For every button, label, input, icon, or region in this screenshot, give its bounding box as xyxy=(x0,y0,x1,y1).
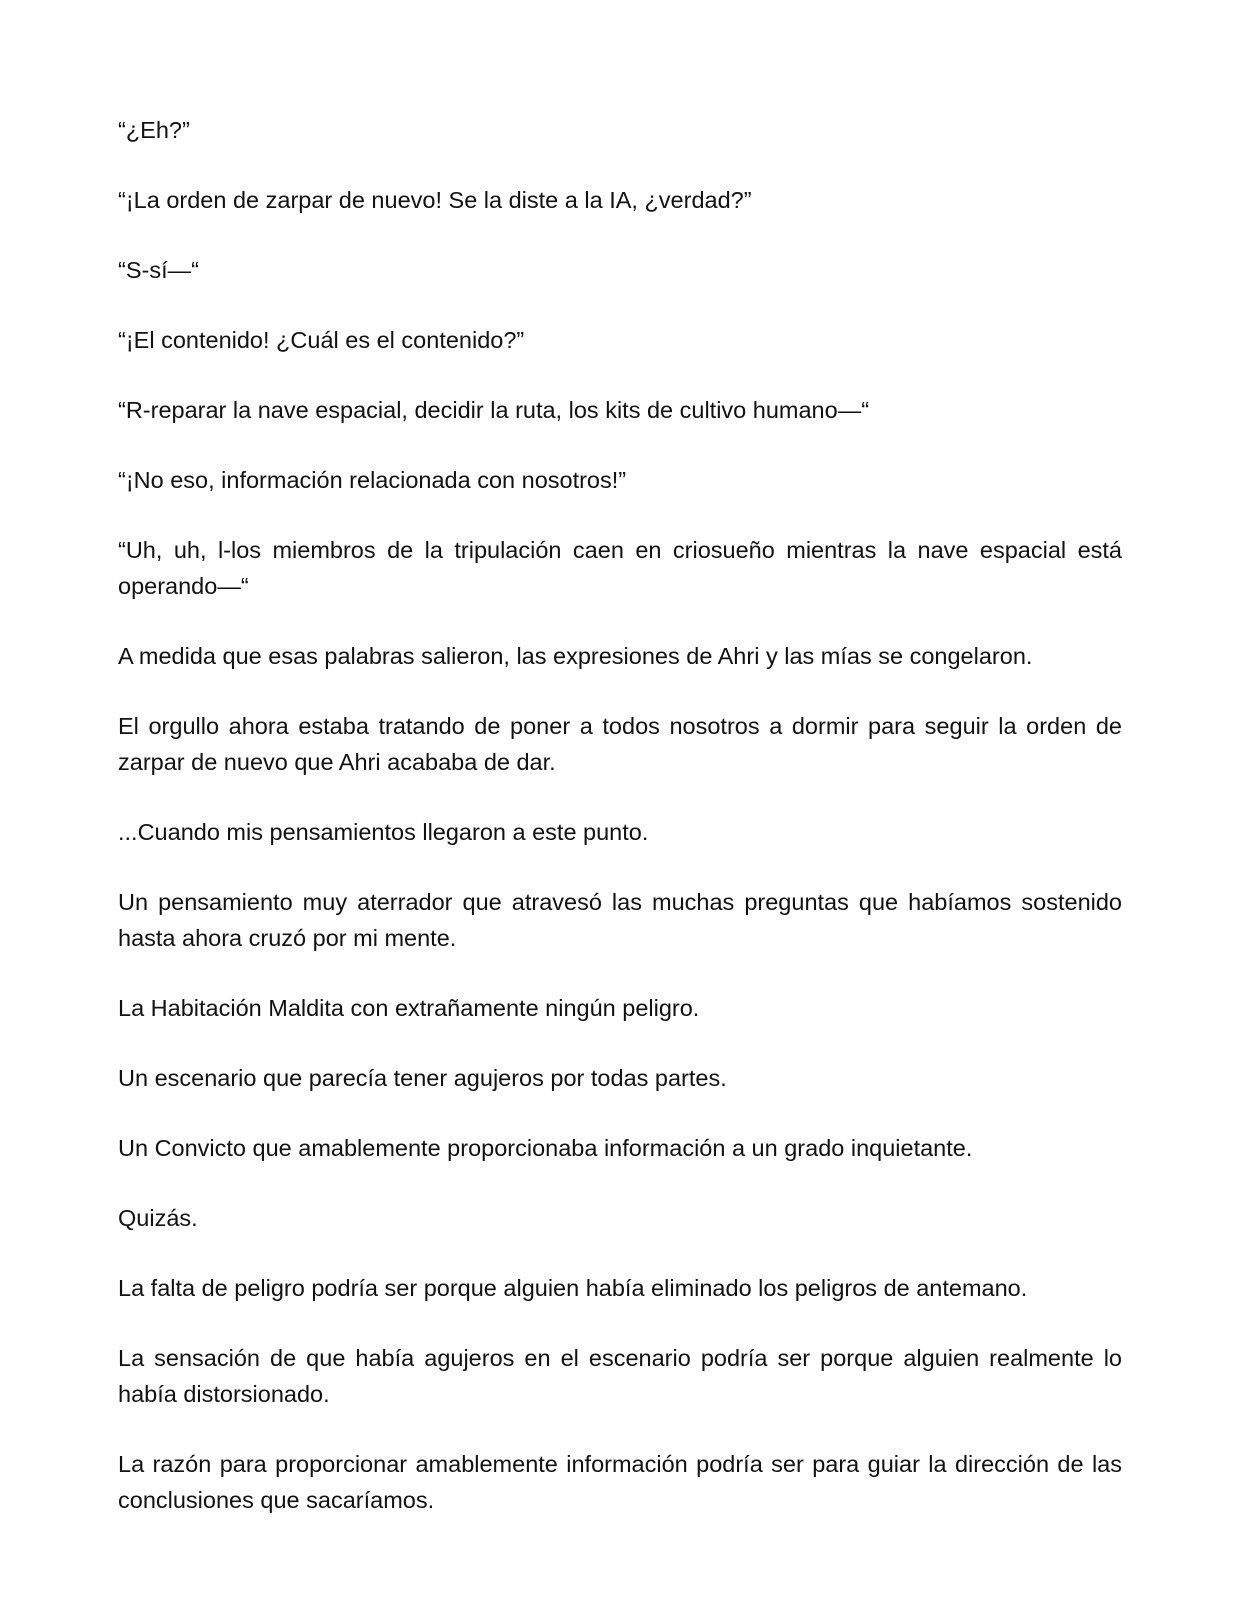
paragraph: “Uh, uh, l-los miembros de la tripulación caen en criosueño mientras la nave espacial está operando—“ xyxy=(118,537,1122,599)
paragraph: “R-reparar la nave espacial, decidir la ruta, los kits de cultivo humano—“ xyxy=(118,397,870,423)
paragraph: “¡La orden de zarpar de nuevo! Se la diste a la IA, ¿verdad?” xyxy=(118,187,752,213)
paragraph: “¡No eso, información relacionada con nosotros!” xyxy=(118,467,627,493)
paragraph: La razón para proporcionar amablemente información podría ser para guiar la dirección de las conclusiones que sacaríamos. xyxy=(118,1451,1122,1513)
paragraph: La falta de peligro podría ser porque alguien había eliminado los peligros de antemano. xyxy=(118,1275,1028,1301)
paragraph: Un Convicto que amablemente proporcionaba información a un grado inquietante. xyxy=(118,1135,973,1161)
paragraph: Un pensamiento muy aterrador que atravesó las muchas preguntas que habíamos sostenido hasta ahora cruzó por mi mente. xyxy=(118,889,1122,951)
paragraph: La sensación de que había agujeros en el escenario podría ser porque alguien realmente lo había distorsionado. xyxy=(118,1345,1122,1407)
paragraph: ...Cuando mis pensamientos llegaron a este punto. xyxy=(118,819,649,845)
paragraph: El orgullo ahora estaba tratando de poner a todos nosotros a dormir para seguir la orden de zarpar de nuevo que Ahri acababa de dar. xyxy=(118,713,1122,775)
paragraph: Un escenario que parecía tener agujeros por todas partes. xyxy=(118,1065,727,1091)
paragraph: “¡El contenido! ¿Cuál es el contenido?” xyxy=(118,327,525,353)
paragraph: La Habitación Maldita con extrañamente ningún peligro. xyxy=(118,995,700,1021)
paragraph: “¿Eh?” xyxy=(118,117,190,143)
paragraph: Quizás. xyxy=(118,1205,198,1231)
paragraph: A medida que esas palabras salieron, las expresiones de Ahri y las mías se congelaron. xyxy=(118,643,1033,669)
document-body xyxy=(118,112,1122,1518)
paragraph: “S-sí—“ xyxy=(118,257,199,283)
